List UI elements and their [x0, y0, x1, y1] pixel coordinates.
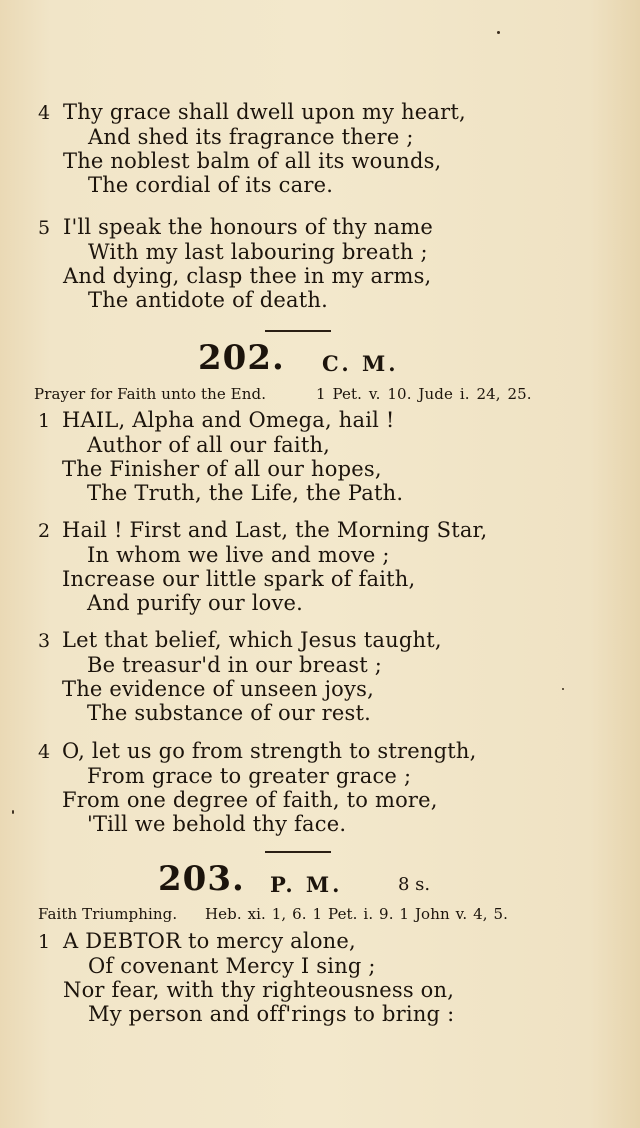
verse-line: A DEBTOR to mercy alone, [63, 929, 356, 953]
verse-line: I'll speak the honours of thy name [63, 215, 433, 239]
stanza-number: 4 [38, 102, 51, 124]
section-rule [265, 851, 331, 853]
verse-line: 'Till we behold thy face. [87, 812, 347, 836]
verse-line: And shed its fragrance there ; [88, 125, 414, 149]
verse-line: Nor fear, with thy righteousness on, [63, 978, 455, 1002]
verse-line: In whom we live and move ; [87, 543, 390, 567]
verse-line: The antidote of death. [88, 288, 328, 312]
hymn-number: 202. [198, 338, 285, 378]
hymn-references: 1 Pet. v. 10. Jude i. 24, 25. [316, 385, 532, 403]
verse-line: The noblest balm of all its wounds, [63, 149, 442, 173]
verse-line: Of covenant Mercy I sing ; [88, 954, 376, 978]
verse-line: My person and off'rings to bring : [88, 1002, 455, 1026]
ink-speck [12, 810, 14, 814]
verse-line: HAIL, Alpha and Omega, hail ! [62, 408, 395, 432]
verse-line: Hail ! First and Last, the Morning Star, [62, 518, 488, 542]
hymn-meter: C. M. [322, 351, 399, 376]
verse-line: The substance of our rest. [87, 701, 372, 725]
verse-line: O, let us go from strength to strength, [62, 739, 477, 763]
verse-line: Let that belief, which Jesus taught, [62, 628, 442, 652]
hymn-syllables: 8 s. [398, 874, 431, 895]
verse-line: With my last labouring breath ; [88, 240, 428, 264]
verse-line: The evidence of unseen joys, [62, 677, 374, 701]
verse-line: The cordial of its care. [88, 173, 334, 197]
verse-line: And purify our love. [87, 591, 304, 615]
hymn-meter: P. M. [270, 872, 343, 897]
ink-speck [497, 31, 500, 34]
verse-line: Author of all our faith, [87, 433, 331, 457]
verse-line: Thy grace shall dwell upon my heart, [63, 100, 466, 124]
verse-line: Be treasur'd in our breast ; [87, 653, 382, 677]
stanza-number: 5 [38, 217, 51, 239]
stanza-number: 1 [38, 410, 51, 432]
stanza-number: 1 [38, 931, 51, 953]
verse-line: And dying, clasp thee in my arms, [63, 264, 432, 288]
hymn-references: Heb. xi. 1, 6. 1 Pet. i. 9. 1 John v. 4, 5. [205, 905, 508, 923]
stanza-number: 2 [38, 520, 51, 542]
hymn-subject: Prayer for Faith unto the End. [34, 385, 267, 403]
verse-line: The Truth, the Life, the Path. [87, 481, 404, 505]
stanza-number: 3 [38, 630, 51, 652]
verse-line: From grace to greater grace ; [87, 764, 412, 788]
ink-speck [562, 688, 564, 690]
stanza-number: 4 [38, 741, 51, 763]
hymn-number: 203. [158, 859, 245, 899]
verse-line: The Finisher of all our hopes, [62, 457, 382, 481]
section-rule [265, 330, 331, 332]
verse-line: Increase our little spark of faith, [62, 567, 416, 591]
hymn-subject: Faith Triumphing. [38, 905, 178, 923]
verse-line: From one degree of faith, to more, [62, 788, 438, 812]
